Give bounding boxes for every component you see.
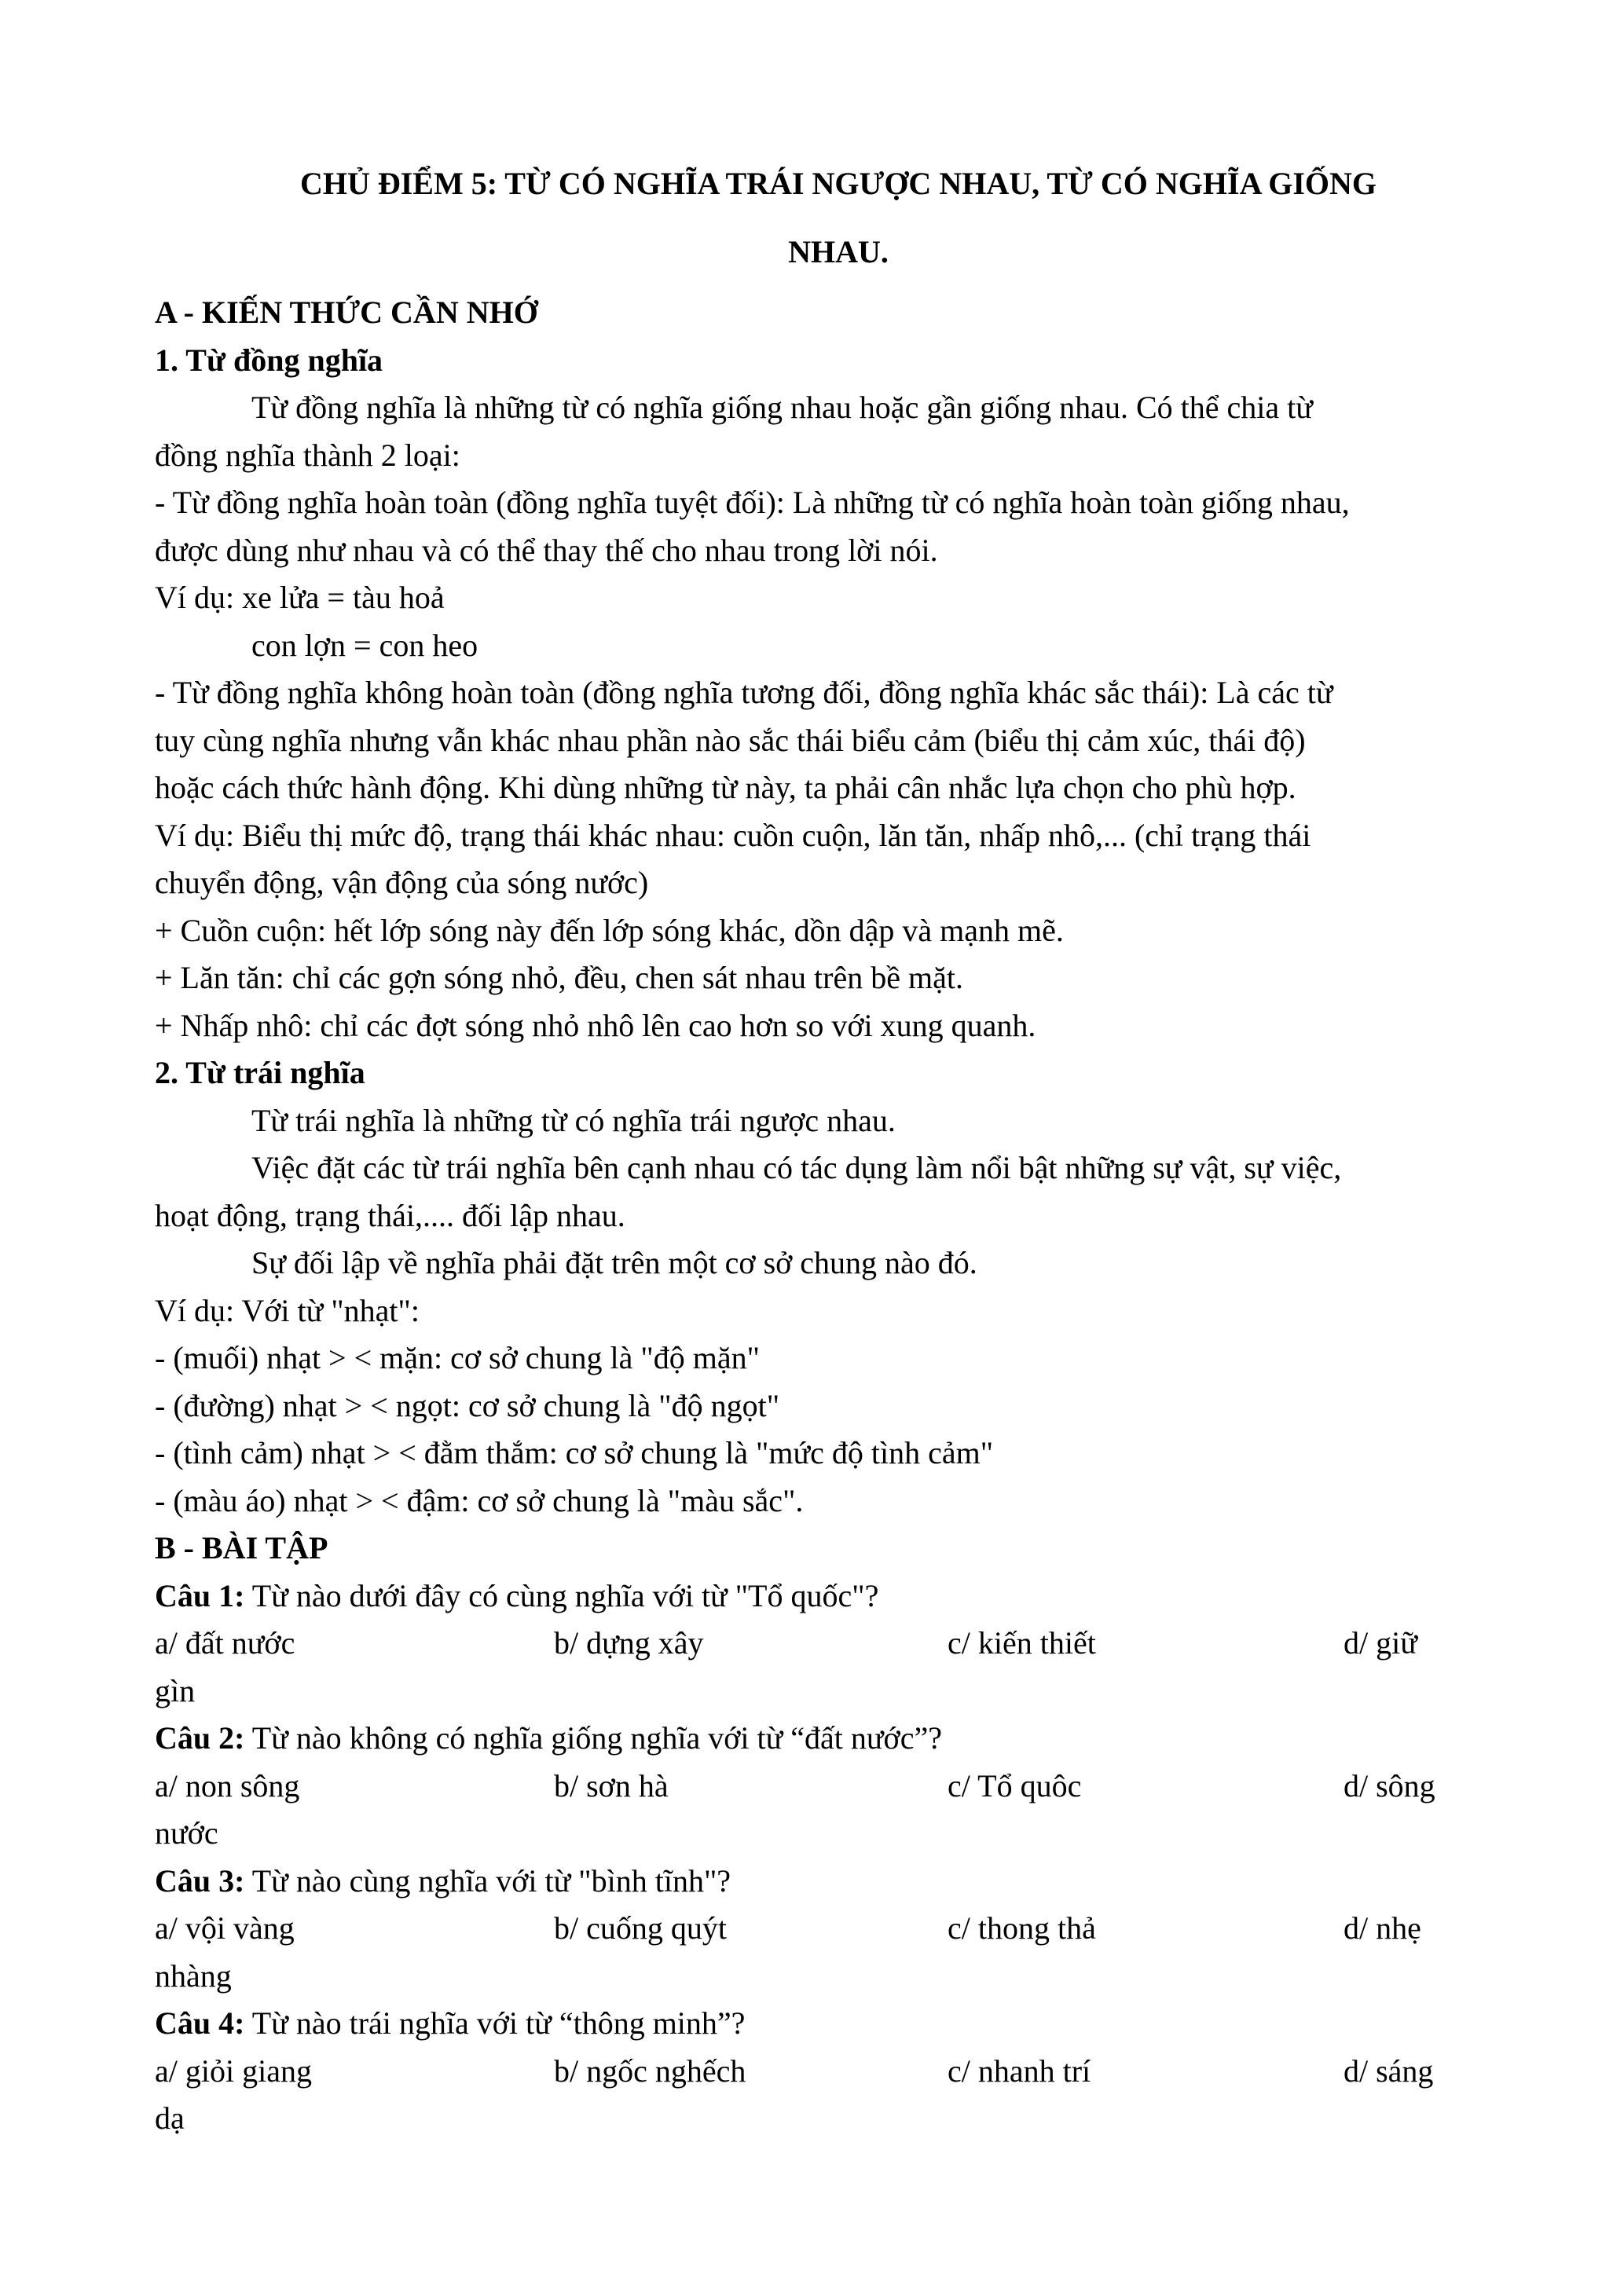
answer-option: a/ giỏi giang bbox=[155, 2052, 312, 2089]
question bbox=[155, 1715, 1538, 1763]
paragraph-line: hoặc cách thức hành động. Khi dùng những từ này, ta phải cân nhắc lựa chọn cho phù hợp. bbox=[155, 770, 1296, 805]
question-text: Từ nào không có nghĩa giống nghĩa với từ “đất nước”? bbox=[244, 1720, 942, 1756]
paragraph-line: dạ bbox=[155, 2100, 185, 2136]
paragraph-line: + Cuồn cuộn: hết lớp sóng này đến lớp sóng khác, dồn dập và mạnh mẽ. bbox=[155, 912, 1064, 948]
answer-option: b/ sơn hà bbox=[554, 1767, 669, 1803]
answer-options bbox=[155, 1620, 1538, 1668]
paragraph-line: Sự đối lập về nghĩa phải đặt trên một cơ sở chung nào đó. bbox=[251, 1245, 977, 1280]
paragraph-line: Từ trái nghĩa là những từ có nghĩa trái ngược nhau. bbox=[251, 1102, 896, 1138]
section-heading: B - BÀI TẬP bbox=[155, 1530, 328, 1565]
section-heading: 2. Từ trái nghĩa bbox=[155, 1055, 365, 1090]
paragraph-line: - (màu áo) nhạt > < đậm: cơ sở chung là "màu sắc". bbox=[155, 1482, 804, 1518]
paragraph-line: Từ đồng nghĩa là những từ có nghĩa giống nhau hoặc gần giống nhau. Có thể chia từ bbox=[251, 390, 1313, 425]
question-label: Câu 3: bbox=[155, 1862, 245, 1899]
answer-option: d/ sáng bbox=[1344, 2052, 1434, 2089]
paragraph-line: nước bbox=[155, 1815, 218, 1851]
paragraph-line: hoạt động, trạng thái,.... đối lập nhau. bbox=[155, 1197, 625, 1233]
answer-option: d/ sông bbox=[1344, 1767, 1435, 1803]
paragraph-line: đồng nghĩa thành 2 loại: bbox=[155, 437, 460, 473]
paragraph-line: Ví dụ: xe lửa = tàu hoả bbox=[155, 580, 445, 615]
question bbox=[155, 2000, 1538, 2048]
answer-option: c/ thong thả bbox=[948, 1910, 1096, 1946]
question-text: Từ nào dưới đây có cùng nghĩa với từ "Tổ quốc"? bbox=[244, 1577, 879, 1613]
answer-option: a/ vội vàng bbox=[155, 1910, 295, 1946]
answer-options bbox=[155, 1763, 1538, 1811]
answer-option: a/ đất nước bbox=[155, 1625, 295, 1661]
question-text: Từ nào trái nghĩa với từ “thông minh”? bbox=[244, 2005, 746, 2041]
question-label: Câu 4: bbox=[155, 2005, 245, 2041]
paragraph-line: - (muối) nhạt > < mặn: cơ sở chung là "độ mặn" bbox=[155, 1340, 760, 1375]
section-heading: 1. Từ đồng nghĩa bbox=[155, 342, 383, 378]
answer-options bbox=[155, 1905, 1538, 1953]
paragraph-line: - (đường) nhạt > < ngọt: cơ sở chung là "độ ngọt" bbox=[155, 1387, 780, 1423]
answer-option: c/ Tổ quôc bbox=[948, 1767, 1082, 1803]
answer-option: a/ non sông bbox=[155, 1767, 300, 1803]
paragraph-line: Ví dụ: Biểu thị mức độ, trạng thái khác nhau: cuồn cuộn, lăn tăn, nhấp nhô,... (chỉ trạng thái bbox=[155, 817, 1311, 853]
answer-option: b/ dựng xây bbox=[554, 1625, 704, 1661]
answer-option: d/ giữ bbox=[1344, 1625, 1417, 1661]
title-line-1: CHỦ ĐIỂM 5: TỪ CÓ NGHĨA TRÁI NGƯỢC NHAU, TỪ CÓ NGHĨA GIỐNG bbox=[299, 166, 1377, 201]
question-label: Câu 2: bbox=[155, 1720, 245, 1756]
title-line-2: NHAU. bbox=[788, 234, 889, 269]
paragraph-line: Ví dụ: Với từ "nhạt": bbox=[155, 1292, 420, 1328]
paragraph-line: Việc đặt các từ trái nghĩa bên cạnh nhau có tác dụng làm nổi bật những sự vật, sự việc, bbox=[251, 1150, 1342, 1185]
paragraph-line: + Lăn tăn: chỉ các gợn sóng nhỏ, đều, chen sát nhau trên bề mặt. bbox=[155, 960, 963, 995]
paragraph-line: được dùng như nhau và có thể thay thế cho nhau trong lời nói. bbox=[155, 532, 938, 568]
document-title bbox=[155, 149, 1522, 286]
paragraph-line: tuy cùng nghĩa nhưng vẫn khác nhau phần nào sắc thái biểu cảm (biểu thị cảm xúc, thái độ) bbox=[155, 722, 1306, 758]
paragraph-line: con lợn = con heo bbox=[251, 627, 478, 663]
document-body bbox=[155, 289, 1538, 2143]
section-heading: A - KIẾN THỨC CẦN NHỚ bbox=[155, 295, 538, 330]
answer-option: b/ ngốc nghếch bbox=[554, 2052, 746, 2089]
answer-options bbox=[155, 2048, 1538, 2096]
paragraph-line: chuyển động, vận động của sóng nước) bbox=[155, 865, 649, 900]
question bbox=[155, 1858, 1538, 1906]
paragraph-line: - Từ đồng nghĩa hoàn toàn (đồng nghĩa tuyệt đối): Là những từ có nghĩa hoàn toàn giống nhau, bbox=[155, 485, 1350, 520]
paragraph-line: - (tình cảm) nhạt > < đằm thắm: cơ sở chung là "mức độ tình cảm" bbox=[155, 1435, 994, 1470]
answer-option: d/ nhẹ bbox=[1344, 1910, 1421, 1946]
paragraph-line: gìn bbox=[155, 1672, 196, 1708]
paragraph-line: nhàng bbox=[155, 1957, 232, 1994]
question-label: Câu 1: bbox=[155, 1577, 245, 1613]
paragraph-line: + Nhấp nhô: chỉ các đợt sóng nhỏ nhô lên cao hơn so với xung quanh. bbox=[155, 1007, 1036, 1043]
answer-option: c/ kiến thiết bbox=[948, 1625, 1096, 1661]
answer-option: c/ nhanh trí bbox=[948, 2052, 1091, 2089]
paragraph-line: - Từ đồng nghĩa không hoàn toàn (đồng nghĩa tương đối, đồng nghĩa khác sắc thái): Là các từ bbox=[155, 675, 1333, 710]
question-text: Từ nào cùng nghĩa với từ "bình tĩnh"? bbox=[244, 1862, 731, 1899]
answer-option: b/ cuống quýt bbox=[554, 1910, 727, 1946]
question bbox=[155, 1573, 1538, 1620]
